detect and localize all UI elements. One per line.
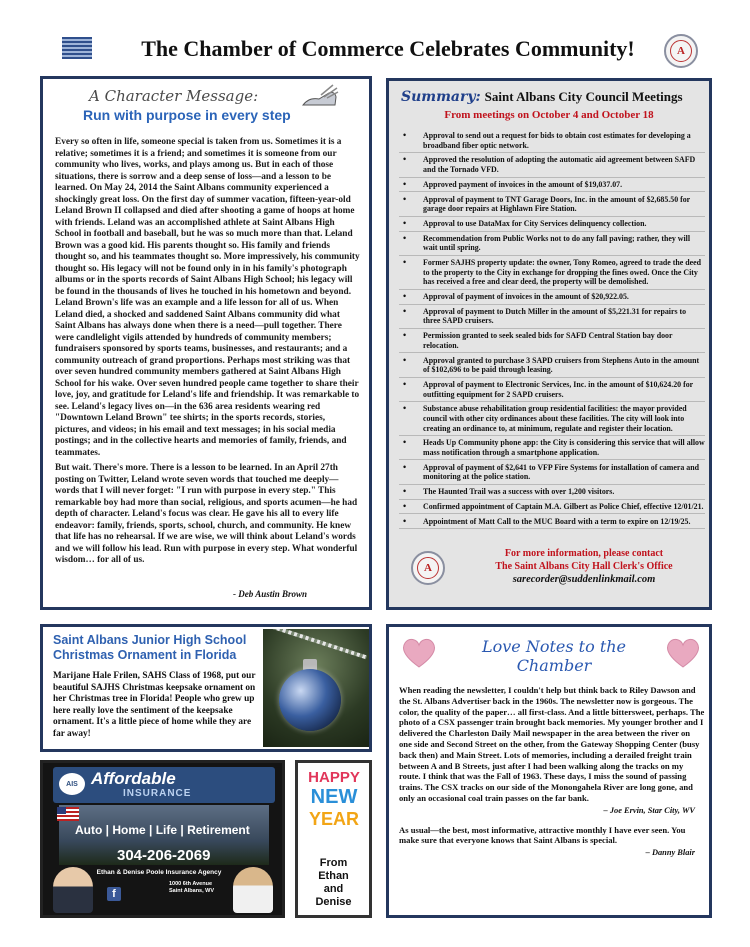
character-signature: - Deb Austin Brown — [233, 589, 307, 599]
ny-word: YEAR — [308, 809, 359, 829]
love-note: As usual—the best, most informative, attractive monthly I have ever seen. You make sure that everyone knows that Saint Albans is special. — [399, 824, 686, 846]
council-title-text: Saint Albans City Council Meetings — [484, 89, 683, 104]
ais-logo-icon: AIS — [59, 773, 85, 795]
contact-office: The Saint Albans City Hall Clerk's Office — [495, 561, 673, 572]
list-item: • Confirmed appointment of Captain M.A. Gilbert as Police Chief, effective 12/01/21. — [399, 502, 705, 515]
ad-phone: 304-206-2069 — [117, 847, 211, 864]
love-notes-title: Love Notes to the Chamber — [481, 637, 627, 675]
page-title: The Chamber of Commerce Celebrates Community! — [141, 36, 635, 61]
character-message-subtitle: Run with purpose in every step — [83, 107, 291, 123]
list-item: • Approval of payment of invoices in the amount of $20,922.05. — [399, 292, 705, 305]
list-item: • Heads Up Community phone app: the City is considering this service that will allow mass notification through a smartphone application. — [399, 438, 705, 460]
heart-icon — [665, 635, 701, 669]
character-message-panel — [40, 76, 372, 610]
happy-new-year-panel — [295, 760, 372, 918]
ny-word: HAPPY — [308, 769, 360, 786]
ny-from-line: From — [319, 857, 348, 869]
happy-new-year-art — [304, 769, 364, 849]
character-message-body — [55, 137, 361, 571]
character-paragraph: But wait. There's more. There is a lesson to be learned. In an April 27th posting on Twitter, Leland wrote seven words that touched me deeply— words that I will never forget: "I run with purpose in every step." This remarkable boy had more than social, religious, and sports acumen—he had depth of character. Leland's focus was clear. He gave his all to every life endeavor: family, friends, sports, school, church, and community. He knew that life has no rehearsal. If we are wise, we will think about Leland's words and we will follow his lead. Run with purpose in every step. What wonderful wisdom… for all of us. — [55, 463, 358, 565]
ornament-photo — [263, 629, 369, 747]
agent-photo — [53, 867, 93, 913]
sajhs-ornament-panel — [40, 624, 372, 752]
ad-brand: Affordable — [91, 769, 176, 788]
list-item: • Permission granted to seek sealed bids for SAFD Central Station bay door relocation. — [399, 331, 705, 353]
ny-from — [298, 857, 369, 909]
winged-shoe-icon — [299, 83, 339, 111]
character-message-title: A Character Message: — [89, 87, 259, 105]
ny-word: NEW — [310, 786, 358, 808]
list-item: • The Haunted Trail was a success with over 1,200 visitors. — [399, 487, 705, 500]
council-items-list — [399, 131, 705, 531]
american-flag-icon — [57, 807, 79, 821]
sajhs-title: Saint Albans Junior High School Christmas Ornament in Florida — [53, 633, 247, 662]
heart-icon — [401, 635, 437, 669]
ad-address — [169, 881, 214, 895]
insurance-ad[interactable] — [40, 760, 285, 918]
list-item: • Approval to use DataMax for City Services delinquency collection. — [399, 219, 705, 232]
council-subtitle: From meetings on October 4 and October 18 — [444, 109, 654, 121]
ad-address-line: Saint Albans, WV — [169, 888, 215, 894]
facebook-icon[interactable]: f — [107, 887, 121, 901]
list-item: • Approval of payment to TNT Garage Doors, Inc. in the amount of $2,685.50 for garage door repairs at Highlawn Fire Station. — [399, 195, 705, 217]
list-item: • Approval of payment to Electronic Services, Inc. in the amount of $10,624.20 for outfitting equipment for 2 SAPD cruisers. — [399, 380, 705, 402]
ny-from-line: Denise — [315, 896, 352, 908]
list-item: • Former SAJHS property update: the owner, Tony Romeo, agreed to trade the deed to the property to the City in exchange for dropping the fines owed. Once the City has received a free and clear deed, the property will be demolished. — [399, 258, 705, 290]
list-item: • Approval granted to purchase 3 SAPD cruisers from Stephens Auto in the amount of $102,696 to be paid through leasing. — [399, 356, 705, 378]
ad-brand-sub: INSURANCE — [123, 788, 192, 799]
list-item: • Recommendation from Public Works not to do any fall paving; rather, they will wait until spring. — [399, 234, 705, 256]
city-council-summary-panel — [386, 78, 712, 610]
list-item: • Approval of payment of $2,641 to VFP Fire Systems for installation of camera and monitoring at the police station. — [399, 463, 705, 485]
council-contact-info — [469, 547, 699, 586]
contact-line: For more information, please contact — [504, 548, 664, 559]
sajhs-body: Marijane Hale Frilen, SAHS Class of 1968, put our beautiful SAJHS Christmas keepsake ornament on her Christmas tree in Florida! People who grew up here really love the sentiment of the keepsake ornament. It's a little piece of home while they are far away! — [53, 671, 256, 739]
city-seal-icon: A — [664, 34, 698, 68]
list-item: • Approval to send out a request for bids to obtain cost estimates for developing a broadband fiber optic network. — [399, 131, 705, 153]
love-notes-panel — [386, 624, 712, 918]
ad-address-line: 1000 6th Avenue — [169, 881, 213, 887]
ad-agency: Ethan & Denise Poole Insurance Agency — [96, 869, 222, 876]
love-notes-body — [399, 685, 705, 867]
contact-email-link[interactable]: sarecorder@suddenlinkmail.com — [512, 574, 656, 585]
list-item: • Approval of payment to Dutch Miller in the amount of $5,221.31 for repairs to three SAPD cruisers. — [399, 307, 705, 329]
love-note: When reading the newsletter, I couldn't help but think back to Riley Dawson and the St. Albans Advertiser back in the 1960s. The newsletter now is gorgeous. The color, the quality of the paper… all first-class. And a little bittersweet, perhaps. The photo of a CSX passenger train brought back memories. My younger brother and I delivered the Charleston Daily Mail newspaper in the area between the river on one side and Second Street on the other, from the Gateway Shopping Center (busy back then) and Main Street. Lots of memories, including a derailed freight train between A and B Streets, just after I had been walking along the tracks on my route. I think that was the Fall of 1963. These days, I miss the sound of passing trains. The CSX tracks on our side of the Monongahela River are long gone, and only an occasional coal train passes on the far bank. — [399, 685, 705, 803]
newsletter-stripe-logo — [62, 37, 92, 59]
character-paragraph: Every so often in life, someone special is taken from us. Sometimes it is a relative; sometimes it is a friend; and sometimes it is someone from our community who lives, works, and plays among us. But in each of those situations, there is sorrow and a deep sense of loss—and a lesson to be learned. On May 24, 2014 the Saint Albans community experienced a shockingly great loss. On the first day of summer vacation, fifteen-year-old Leland Brown II collapsed and died after shooting a game of hoops at home with friends. Leland was an accomplished athlete at Saint Albans High School in football and baseball, but he was so much more than that. Leland Brown was a good kid. His parents thought so. His family and friends thought so, and his teammates thought so. More impressively, his community thought so. His legacy will not be found only in in his family's photograph albums or in the sports records of Saint Albans High School; his legacy will be found in the thousands of lives he touched in his hometown and beyond. Leland Brown's life was an example and a life lesson for all of us. When Leland died, a shocked and saddened Saint Albans community did what Saint Albans has always done when there is a need—pull together. There were candlelight vigils attended by hundreds of community members; fundraisers sponsored by sports teams, businesses, and restaurants; and a community outreach of grand proportions. Perhaps most striking was that over seven hundred community members gathered at Saint Albans High School for his wake. Over seven hundred people came together to share their love, joy, and gratitude for Leland's life and friendship. It was remarkable to see. Leland's legacy lives on—in the 636 area residents wearing red "Downtown Leland Brown" tee shirts; in the sports records, stories, pictures, and videos; in his email and text messages; in his social media postings; and in the collective hearts and memories of family, friends, and teammates. — [55, 137, 360, 458]
love-note-signature: – Joe Ervin, Star City, WV — [603, 805, 695, 815]
list-item: • Approved the resolution of adopting the automatic aid agreement between SAFD and the Tornado VFD. — [399, 155, 705, 177]
list-item: • Appointment of Matt Call to the MUC Board with a term to expire on 12/19/25. — [399, 517, 705, 530]
insurance-logo — [53, 767, 275, 803]
love-note-signature: – Danny Blair — [645, 848, 695, 858]
ny-from-line: and — [323, 883, 344, 895]
city-seal-icon: A — [411, 551, 445, 585]
list-item: • Approved payment of invoices in the amount of $19,037.07. — [399, 180, 705, 193]
agent-photo — [233, 867, 273, 913]
council-title — [401, 89, 683, 105]
list-item: • Substance abuse rehabilitation group residential facilities: the mayor provided council with other city ordinances about these facilities. The city will look into creating an ordinance to, at minimum, regulate and register their location. — [399, 404, 705, 436]
council-title-script: Summary: — [401, 89, 481, 105]
ny-from-line: Ethan — [318, 870, 349, 882]
ad-services: Auto | Home | Life | Retirement — [75, 823, 250, 837]
